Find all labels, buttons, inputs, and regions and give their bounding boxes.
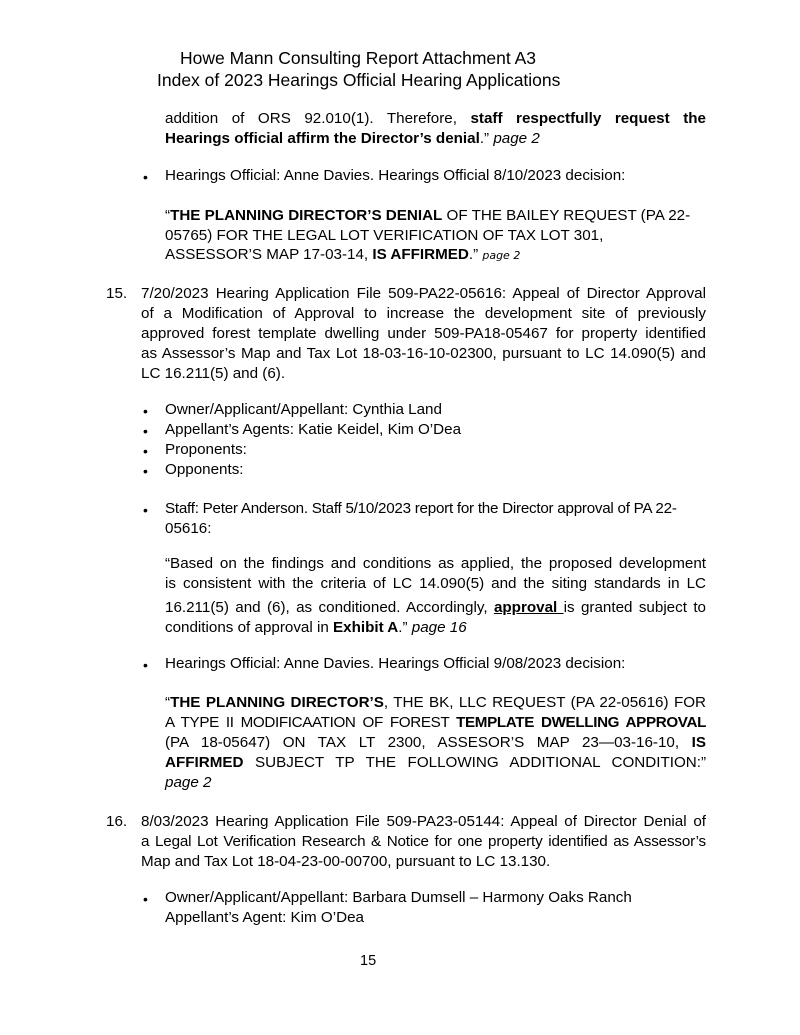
item15-line-4: as Assessor’s Map and Tax Lot 18-03-16-10-02300, pursuant to LC 14.090(5) and [141, 345, 706, 362]
bullet-icon: • [143, 891, 148, 907]
text-run: SUBJECT TP THE FOLLOWING ADDITIONAL CONDITION:” [243, 754, 706, 771]
page-reference: page 16 [411, 619, 467, 636]
bold-run: Hearings official affirm the Director’s denial [165, 130, 480, 147]
text-run: is granted subject to [563, 599, 706, 616]
hearings-official-line-2: Hearings Official: Anne Davies. Hearings Official 9/08/2023 decision: [165, 655, 626, 672]
item15-line-2: of a Modification of Approval to increase the development site of previously [141, 305, 706, 322]
item15-line-1: 7/20/2023 Hearing Application File 509-PA22-05616: Appeal of Director Approval [141, 285, 706, 302]
text-run: “ [165, 207, 171, 224]
party-agents: Appellant’s Agents: Katie Keidel, Kim O’Dea [165, 421, 462, 438]
bold-run: TEMPLATE DWELLING APPROVAL [456, 714, 707, 731]
staff-line-1: Staff: Peter Anderson. Staff 5/10/2023 report for the Director approval of PA 22- [165, 500, 677, 517]
bullet-icon: • [143, 423, 148, 439]
decision2-line-3 [165, 733, 706, 753]
bold-run: AFFIRMED [165, 754, 244, 771]
continuation-line-1 [165, 109, 706, 129]
item16-line-3: Map and Tax Lot 18-04-23-00-00700, pursuant to LC 13.130. [141, 853, 551, 870]
text-run: “ [165, 694, 171, 711]
decision-quote-line-2: 05765) FOR THE LEGAL LOT VERIFICATION OF TAX LOT 301, [165, 227, 604, 244]
page-reference: page 2 [493, 130, 540, 147]
text-run: , THE BK, LLC REQUEST (PA 22-05616) FOR [383, 694, 707, 711]
item-number: 15. [106, 285, 128, 302]
text-run: (PA 18-05647) ON TAX LT 2300, ASSESOR’S MAP 23—03-16-10, [165, 734, 692, 751]
decision2-line-2 [165, 713, 706, 733]
party-agent: Appellant’s Agent: Kim O’Dea [165, 909, 364, 926]
staff-quote-line-4 [165, 618, 706, 638]
text-run: conditions of approval in [165, 619, 334, 636]
text-run: 16.211(5) and (6), as conditioned. Accordingly, [165, 599, 494, 616]
page-reference: page 2 [482, 249, 521, 262]
staff-quote-line-1: “Based on the findings and conditions as applied, the proposed development [165, 555, 706, 572]
party-owner: Owner/Applicant/Appellant: Barbara Dumsell – Harmony Oaks Ranch [165, 889, 632, 906]
text-run: ASSESSOR’S MAP 17-03-14, [165, 246, 373, 263]
decision2-line-1 [165, 693, 706, 713]
party-owner: Owner/Applicant/Appellant: Cynthia Land [165, 401, 442, 418]
bold-run: Exhibit A [333, 619, 399, 636]
bullet-icon: • [143, 463, 148, 479]
staff-line-2: 05616: [165, 520, 212, 537]
bold-run: IS [691, 734, 706, 751]
decision2-line-4 [165, 753, 706, 773]
bullet-icon: • [143, 169, 148, 185]
bold-run: staff respectfully request the [470, 110, 706, 127]
text-run: .” [398, 619, 412, 636]
page-number: 15 [360, 953, 377, 969]
bullet-icon: • [143, 403, 148, 419]
bullet-icon: • [143, 502, 148, 518]
staff-quote-line-2: is consistent with the criteria of LC 14.090(5) and the siting standards in LC [165, 575, 706, 592]
text-run: .” [468, 246, 483, 263]
text-run: addition of ORS 92.010(1). Therefore, [165, 110, 471, 127]
page-reference: page 2 [165, 774, 212, 791]
bold-run: THE PLANNING DIRECTOR’S [170, 694, 384, 711]
item16-line-1: 8/03/2023 Hearing Application File 509-PA23-05144: Appeal of Director Denial of [141, 813, 706, 830]
text-run: OF THE BAILEY REQUEST (PA 22- [442, 207, 691, 224]
party-opponents: Opponents: [165, 461, 244, 478]
decision-quote-line-1 [165, 206, 706, 226]
continuation-line-2 [165, 129, 706, 149]
bold-underline-run: approval [493, 599, 564, 616]
staff-quote-line-3 [165, 598, 706, 618]
decision-quote-line-3 [165, 245, 706, 266]
party-proponents: Proponents: [165, 441, 247, 458]
header-subtitle: Index of 2023 Hearings Official Hearing Applications [157, 70, 561, 90]
hearings-official-line: Hearings Official: Anne Davies. Hearings Official 8/10/2023 decision: [165, 167, 626, 184]
item15-line-3: approved forest template dwelling under 509-PA18-05467 for property identified [141, 325, 706, 342]
bold-run: IS AFFIRMED [372, 246, 469, 263]
item-number: 16. [106, 813, 128, 830]
text-run: A TYPE II MODIFICAATION OF FOREST [165, 714, 457, 731]
text-run: .” [479, 130, 494, 147]
bullet-icon: • [143, 443, 148, 459]
header-title: Howe Mann Consulting Report Attachment A3 [180, 48, 537, 68]
item16-line-2: a Legal Lot Verification Research & Notice for one property identified as Assessor’s [141, 833, 706, 850]
bold-run: THE PLANNING DIRECTOR’S DENIAL [170, 207, 443, 224]
item15-line-5: LC 16.211(5) and (6). [141, 365, 286, 382]
bullet-icon: • [143, 657, 148, 673]
